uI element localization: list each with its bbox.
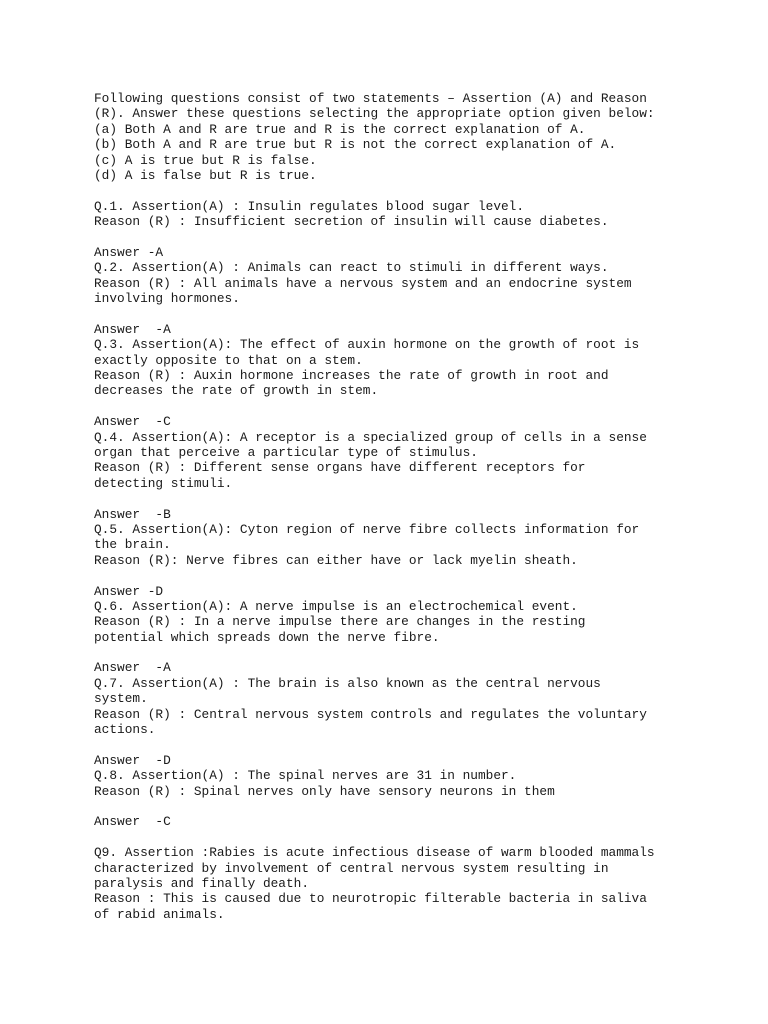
- text-line: exactly opposite to that on a stem.: [94, 352, 363, 368]
- answer-line: Answer -B: [94, 506, 171, 522]
- blank-line: [94, 491, 734, 506]
- question-assertion-line: Q9. Assertion :Rabies is acute infectious disease of warm blooded mammals: [94, 845, 655, 861]
- text-line: paralysis and finally death.: [94, 875, 310, 891]
- question-assertion-line: Q.7. Assertion(A) : The brain is also known as the central nervous: [94, 675, 601, 691]
- blank-line: [94, 230, 734, 245]
- text-line: detecting stimuli.: [94, 475, 233, 491]
- option-line: (a) Both A and R are true and R is the correct explanation of A.: [94, 121, 586, 137]
- blank-line: [94, 645, 734, 660]
- question-assertion-line: Q.8. Assertion(A) : The spinal nerves are 31 in number.: [94, 768, 517, 784]
- answer-line: Answer -D: [94, 583, 164, 599]
- question-reason-line: Reason (R) : Spinal nerves only have sensory neurons in them: [94, 783, 555, 799]
- question-reason-line: Reason (R) : All animals have a nervous system and an endocrine system: [94, 275, 632, 291]
- text-line: of rabid animals.: [94, 906, 225, 922]
- question-assertion-line: Q.4. Assertion(A): A receptor is a specialized group of cells in a sense: [94, 429, 647, 445]
- question-assertion-line: Q.1. Assertion(A) : Insulin regulates blood sugar level.: [94, 198, 525, 214]
- text-line: decreases the rate of growth in stem.: [94, 383, 379, 399]
- text-line: potential which spreads down the nerve fibre.: [94, 629, 440, 645]
- blank-line: [94, 799, 734, 814]
- blank-line: [94, 183, 734, 198]
- question-reason-line: Reason (R) : Central nervous system controls and regulates the voluntary: [94, 706, 647, 722]
- document-body: [94, 91, 734, 922]
- answer-line: Answer -C: [94, 414, 171, 430]
- question-assertion-line: Q.5. Assertion(A): Cyton region of nerve fibre collects information for: [94, 521, 640, 537]
- question-reason-line: Reason (R) : Insufficient secretion of insulin will cause diabetes.: [94, 214, 609, 230]
- text-line: characterized by involvement of central nervous system resulting in: [94, 860, 609, 876]
- question-assertion-line: Q.2. Assertion(A) : Animals can react to stimuli in different ways.: [94, 260, 609, 276]
- blank-line: [94, 568, 734, 583]
- text-line: organ that perceive a particular type of stimulus.: [94, 444, 478, 460]
- option-line: (b) Both A and R are true but R is not the correct explanation of A.: [94, 137, 617, 153]
- answer-line: Answer -A: [94, 660, 171, 676]
- question-reason-line: Reason : This is caused due to neurotropic filterable bacteria in saliva: [94, 891, 647, 907]
- question-reason-line: Reason (R): Nerve fibres can either have or lack myelin sheath.: [94, 552, 578, 568]
- text-line: system.: [94, 691, 148, 707]
- option-line: (c) A is true but R is false.: [94, 152, 317, 168]
- question-reason-line: Reason (R) : Different sense organs have different receptors for: [94, 460, 586, 476]
- question-assertion-line: Q.3. Assertion(A): The effect of auxin hormone on the growth of root is: [94, 337, 640, 353]
- text-line: actions.: [94, 722, 156, 738]
- answer-line: Answer -C: [94, 814, 171, 830]
- answer-line: Answer -A: [94, 244, 164, 260]
- answer-line: Answer -D: [94, 752, 171, 768]
- blank-line: [94, 830, 734, 845]
- text-line: Following questions consist of two statements – Assertion (A) and Reason: [94, 91, 647, 106]
- text-line: (R). Answer these questions selecting the appropriate option given below:: [94, 106, 655, 122]
- blank-line: [94, 306, 734, 321]
- question-reason-line: Reason (R) : Auxin hormone increases the rate of growth in root and: [94, 368, 609, 384]
- question-assertion-line: Q.6. Assertion(A): A nerve impulse is an electrochemical event.: [94, 598, 578, 614]
- blank-line: [94, 737, 734, 752]
- answer-line: Answer -A: [94, 321, 171, 337]
- option-line: (d) A is false but R is true.: [94, 167, 317, 183]
- blank-line: [94, 399, 734, 414]
- question-reason-line: Reason (R) : In a nerve impulse there are changes in the resting: [94, 614, 586, 630]
- text-line: involving hormones.: [94, 291, 240, 307]
- text-line: the brain.: [94, 537, 171, 553]
